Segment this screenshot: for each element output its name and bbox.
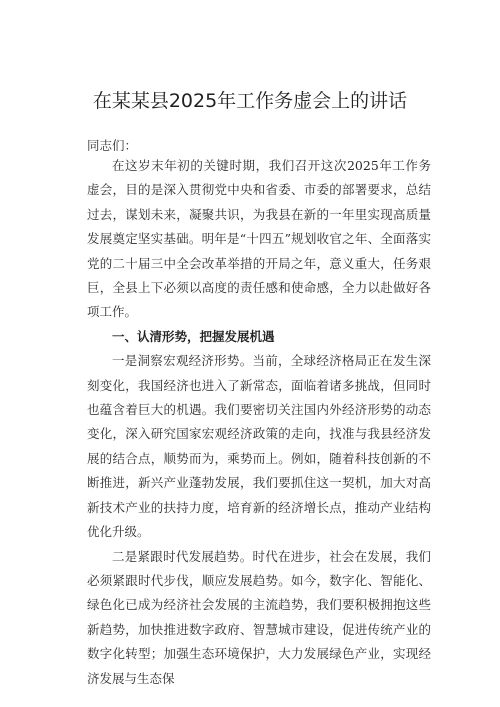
document-title: 在某某县2025年工作务虚会上的讲话 <box>92 90 408 112</box>
document-body <box>87 154 431 691</box>
section-paragraph-1: 一是洞察宏观经济形势。当前，全球经济格局正在发生深刻变化，我国经济也进入了新常态，面临着诸多挑战，但同时也蕴含着巨大的机遇。我们要密切关注国内外经济形势的动态变化，深入研究国家宏观经济政策的走向，找准与我县经济发展的结合点，顺势而为，乘势而上。例如，随着科技创新的不断推进，新兴产业蓬勃发展，我们要抓住这一契机，加大对高新技术产业的扶持力度，培育新的经济增长点，推动产业结构优化升级。 <box>87 353 431 540</box>
section-heading: 一、认清形势，把握发展机遇 <box>112 328 275 344</box>
intro-paragraph: 在这岁末年初的关键时期，我们召开这次2025年工作务虚会，目的是深入贯彻党中央和省委、市委的部署要求，总结过去，谋划未来，凝聚共识，为我县在新的一年里实现高质量发展奠定坚实基础。明年是“十四五”规划收官之年、全面落实党的二十届三中全会改革举措的开局之年，意义重大，任务艰巨，全县上下必须以高度的责任感和使命感，全力以赴做好各项工作。 <box>87 158 431 320</box>
section-paragraph-2: 二是紧跟时代发展趋势。时代在进步，社会在发展，我们必须紧跟时代步伐，顺应发展趋势。如今，数字化、智能化、绿色化已成为经济社会发展的主流趋势，我们要积极拥抱这些新趋势，加快推进数字政府、智慧城市建设，促进传统产业的数字化转型；加强生态环境保护，大力发展绿色产业，实现经济发展与生态保 <box>87 548 431 686</box>
salutation: 同志们： <box>87 138 138 153</box>
